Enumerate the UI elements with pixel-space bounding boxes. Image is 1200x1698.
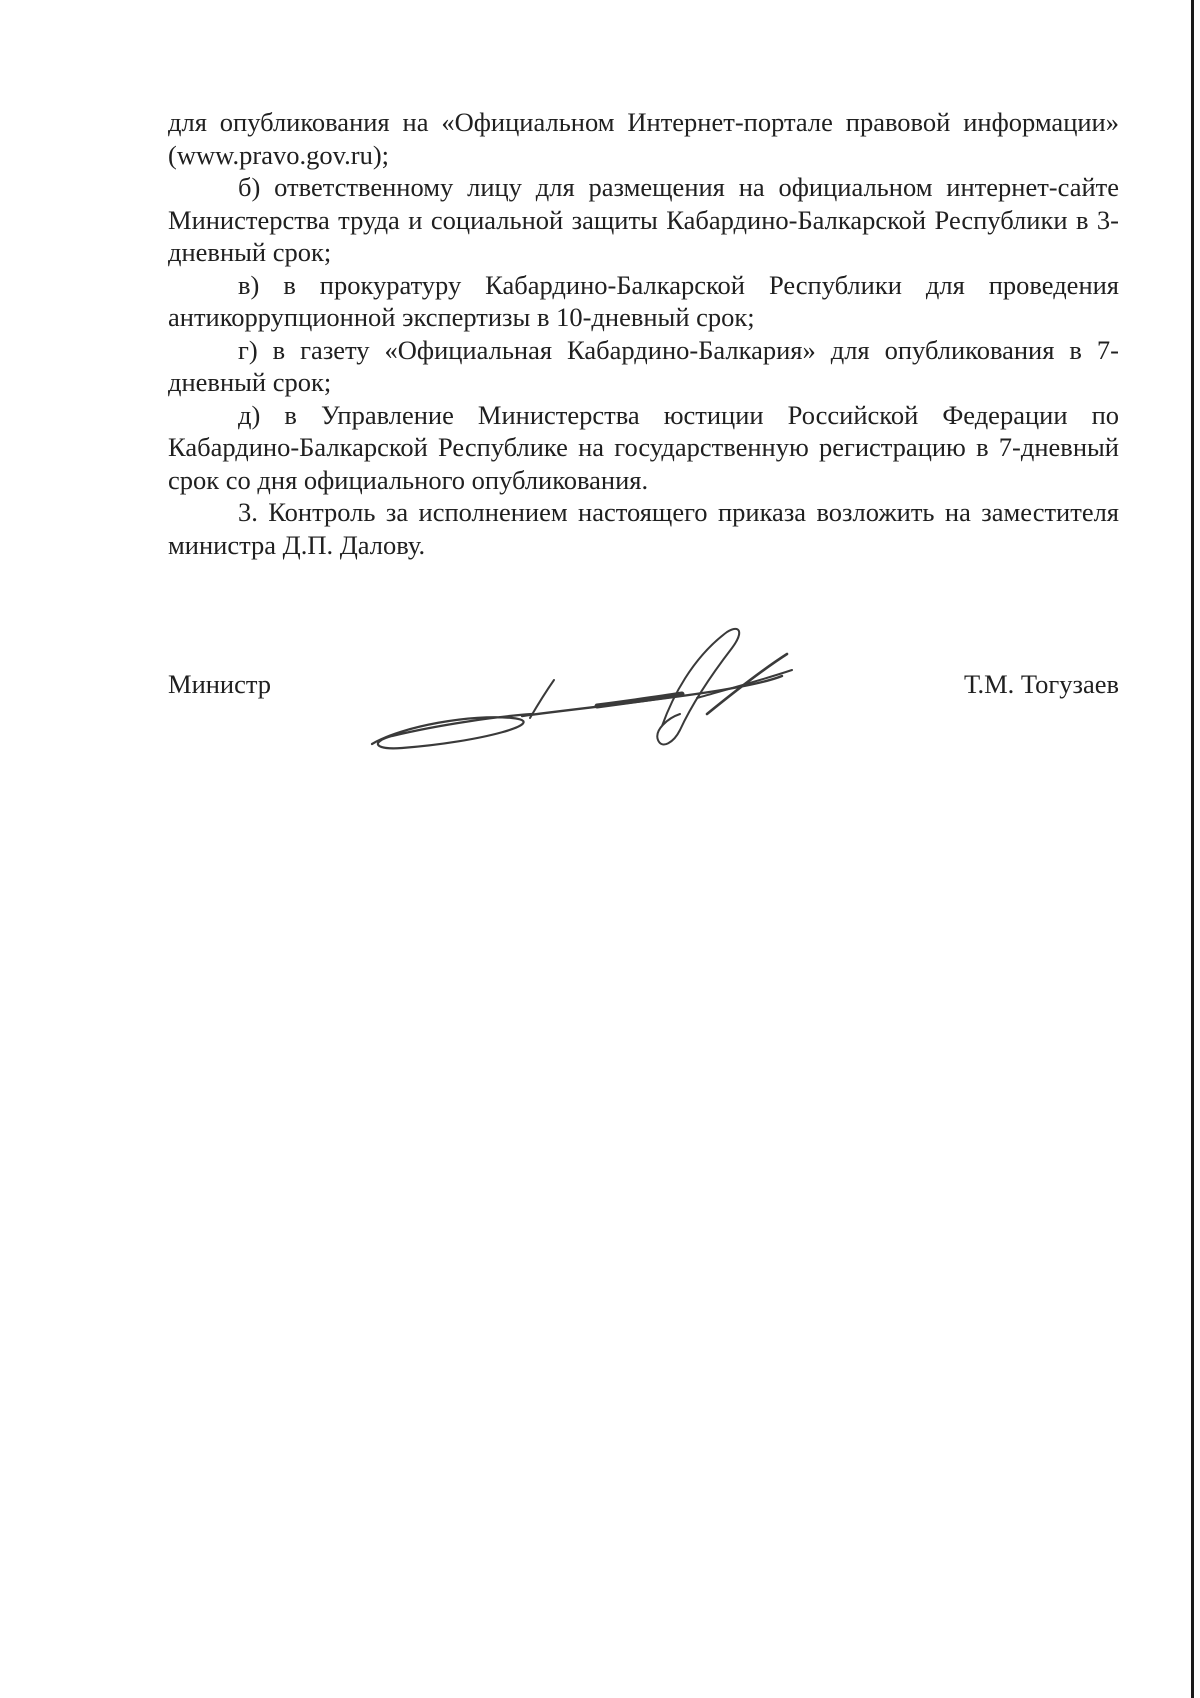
handwritten-signature [362,618,852,758]
paragraph-control-clause: 3. Контроль за исполнением настоящего приказа возложить на заместителя министра Д.П. Далову. [168,497,1119,560]
signer-name: Т.М. Тогузаев [963,669,1119,699]
paragraph-item-d: д) в Управление Министерства юстиции Российской Федерации по Кабардино-Балкарской Республике на государственную регистрацию в 7-дневный срок со дня официального опубликования. [168,399,1119,495]
paragraph-item-v: в) в прокуратуру Кабардино-Балкарской Республики для проведения антикоррупционной экспертизы в 10-дневный срок; [168,269,1119,332]
signer-position: Министр [168,669,272,699]
page-edge-line [1191,0,1194,1698]
paragraph-continuation: для опубликования на «Официальном Интернет-портале правовой информации» (www.pravo.gov.ru); [168,107,1119,170]
document-body [168,106,1119,561]
paragraph-item-b: б) ответственному лицу для размещения на официальном интернет-сайте Министерства труда и социальной защиты Кабардино-Балкарской Республики в 3-дневный срок; [168,172,1119,267]
paragraph-item-g: г) в газету «Официальная Кабардино-Балкария» для опубликования в 7-дневный срок; [168,334,1119,397]
